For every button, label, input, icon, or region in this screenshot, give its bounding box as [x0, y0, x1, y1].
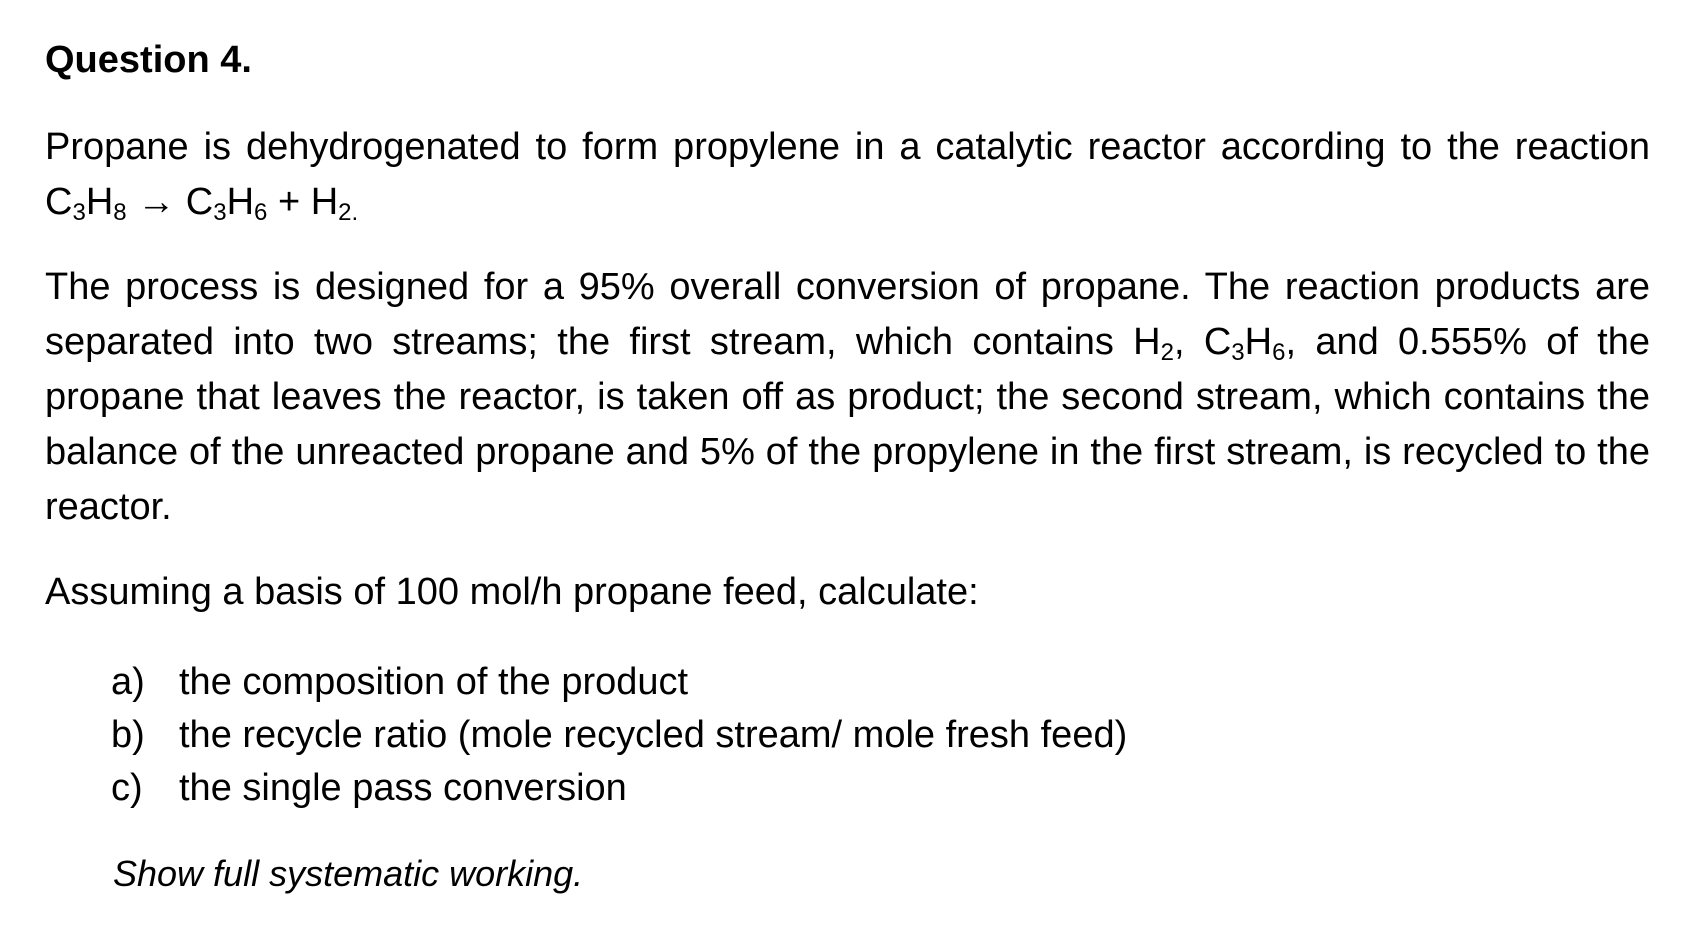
reactant-formula: $C_3H_8$: [45, 181, 127, 226]
plus-sign: +: [277, 181, 301, 223]
process-paragraph: The process is designed for a 95% overall conversion of propane. The reaction products are separated into two streams; the first stream, which contains $H_2$, $C_3H_6$, and 0.555% of the propane that leaves the reactor, is taken off as product; the second stream, which contains the balance of the unreacted propane and 5% of the propylene in the first stream, is recycled to the reactor.: [45, 266, 1650, 528]
question-title: Question 4.: [45, 39, 252, 81]
list-item: [111, 762, 1650, 815]
list-marker: c): [111, 767, 143, 809]
list-item-text: the composition of the product: [179, 661, 689, 703]
list-marker: a): [111, 661, 145, 703]
process-text-part1: The process is designed for a 95% overall conversion of propane. The reaction products are separated into two streams; the first stream, which contains: [45, 266, 1650, 363]
list-item-text: the recycle ratio (mole recycled stream/ mole fresh feed): [179, 714, 1128, 756]
instruction-footer: Show full systematic working.: [113, 853, 584, 894]
list-item: [111, 709, 1650, 762]
hydrogen-formula: $H_2$: [1133, 321, 1174, 366]
process-text-part2: , and 0.555% of the propane that leaves the reactor, is taken off as product; the second stream, which contains the balance of the unreacted propane and 5% of the propylene in the first stream, is recycled to the reactor.: [45, 321, 1650, 528]
reaction-arrow: →: [137, 181, 176, 223]
propylene-formula: $C_3H_6$: [1203, 321, 1286, 366]
list-item: [111, 656, 1650, 709]
product-formula-hydrogen: $H_{2.}$: [310, 181, 359, 226]
basis-paragraph: Assuming a basis of 100 mol/h propane feed, calculate:: [45, 571, 979, 613]
reaction-intro: Propane is dehydrogenated to form propylene in a catalytic reactor according to the reaction: [45, 126, 1650, 168]
reaction-paragraph: [45, 120, 1650, 230]
list-marker: b): [111, 714, 145, 756]
question-page: [45, 30, 1650, 899]
product-formula-propylene: $C_3H_6$: [185, 181, 268, 226]
task-list: [111, 656, 1650, 815]
list-item-text: the single pass conversion: [179, 767, 627, 809]
